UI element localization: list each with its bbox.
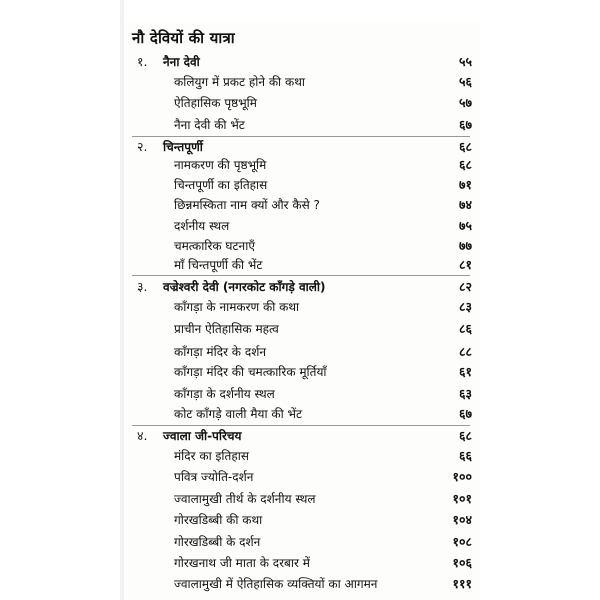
- section-title: ज्वालामुखी में ऐतिहासिक व्यक्तियों का आगमन: [174, 577, 378, 591]
- chapter-title: नैना देवी: [163, 55, 200, 69]
- page-number: ६८: [458, 139, 472, 154]
- section-title: ऐतिहासिक पृष्ठभूमि: [174, 96, 257, 110]
- page-number: ६७: [458, 117, 472, 132]
- toc-row: [0, 511, 600, 533]
- section-title: पवित्र ज्योति-दर्शन: [174, 470, 254, 484]
- section-title: काँगड़ा के नामकरण की कथा: [174, 300, 300, 314]
- section-title: माँ चिन्तपूर्णी की भेंट: [174, 258, 263, 272]
- toc-row: [0, 196, 600, 218]
- page-number: ७४: [458, 197, 472, 212]
- toc-title: नौ देवियों की यात्रा: [132, 29, 235, 47]
- toc-row: [0, 554, 600, 576]
- toc-row: [0, 490, 600, 512]
- toc-row: [0, 363, 600, 385]
- section-title: दर्शनीय स्थल: [174, 219, 230, 233]
- page-number: १०४: [452, 512, 472, 527]
- section-title: कोट काँगड़े वाली मैया की भेंट: [174, 407, 303, 421]
- toc-row: [0, 427, 600, 449]
- section-title: प्राचीन ऐतिहासिक महत्व: [174, 322, 279, 336]
- page-number: ६८: [458, 428, 472, 443]
- page-number: १०८: [452, 534, 472, 549]
- section-title: चमत्कारिक घटनाएँ: [174, 239, 255, 253]
- page-number: ८१: [458, 257, 472, 272]
- page-number: ७५: [458, 218, 472, 233]
- toc-row: [0, 405, 600, 427]
- toc-row: [0, 53, 600, 75]
- chapter-divider: [132, 275, 470, 276]
- page-number: १००: [452, 469, 472, 484]
- toc-row: [0, 533, 600, 555]
- toc-row: [0, 94, 600, 116]
- toc-row: [0, 116, 600, 138]
- page-number: ७७: [458, 238, 472, 253]
- page-number: ६८: [458, 157, 472, 172]
- page-number: १०६: [452, 555, 472, 570]
- chapter-title: ज्वाला जी-परिचय: [163, 429, 242, 443]
- section-title: नामकरण की पृष्ठभूमि: [174, 158, 267, 172]
- page-number: ८२: [458, 279, 472, 294]
- section-title: मंदिर का इतिहास: [174, 449, 249, 463]
- chapter-number: ३.: [137, 279, 148, 294]
- section-title: काँगड़ा मंदिर के दर्शन: [174, 345, 267, 359]
- section-title: छिन्नमस्किता नाम क्यों और कैसे ?: [174, 198, 320, 212]
- toc-row: [0, 447, 600, 469]
- page-number: १११: [452, 576, 472, 591]
- chapter-title: चिन्तपूर्णी: [163, 140, 203, 154]
- section-title: ज्वालामुखी तीर्थ के दर्शनीय स्थल: [174, 492, 316, 506]
- section-title: काँगड़ा के दर्शनीय स्थल: [174, 387, 275, 401]
- page-number: ६६: [458, 448, 472, 463]
- page-number: ८३: [458, 299, 472, 314]
- page-number: ५६: [458, 74, 472, 89]
- toc-row: [0, 156, 600, 178]
- toc-row: [0, 385, 600, 407]
- chapter-number: १.: [137, 54, 148, 69]
- page-number: ६१: [458, 364, 472, 379]
- page-number: ८८: [458, 344, 472, 359]
- toc-row: [0, 176, 600, 198]
- toc-row: [0, 217, 600, 239]
- page-number: १०१: [452, 491, 472, 506]
- toc-row: [0, 343, 600, 365]
- page-number: ७१: [458, 177, 472, 192]
- section-title: गोरखडिब्बी की कथा: [174, 513, 263, 527]
- toc-row: [0, 278, 600, 300]
- chapter-number: २.: [137, 139, 148, 154]
- chapter-divider: [132, 136, 470, 137]
- page-number: ५५: [458, 54, 472, 69]
- chapter-divider: [132, 425, 470, 426]
- section-title: चिन्तपूर्णी का इतिहास: [174, 178, 268, 192]
- section-title: काँगड़ा मंदिर की चमत्कारिक मूर्तियाँ: [174, 365, 327, 379]
- toc-row: [0, 320, 600, 342]
- section-title: कलियुग में प्रकट होने की कथा: [174, 75, 305, 89]
- page-number: ६३: [458, 386, 472, 401]
- section-title: गोरखनाथ जी माता के दरबार में: [174, 556, 310, 570]
- chapter-number: ४.: [137, 428, 148, 443]
- toc-row: [0, 73, 600, 95]
- toc-row: [0, 575, 600, 597]
- section-title: नैना देवी की भेंट: [174, 118, 245, 132]
- page-number: ५७: [458, 95, 472, 110]
- toc-row: [0, 468, 600, 490]
- page-number: ६७: [458, 406, 472, 421]
- section-title: गोरखडिब्बी के दर्शन: [174, 535, 261, 549]
- toc-row: [0, 298, 600, 320]
- chapter-title: वज्रेश्वरी देवी (नगरकोट काँगड़े वाली): [163, 280, 326, 294]
- page-number: ८६: [458, 321, 472, 336]
